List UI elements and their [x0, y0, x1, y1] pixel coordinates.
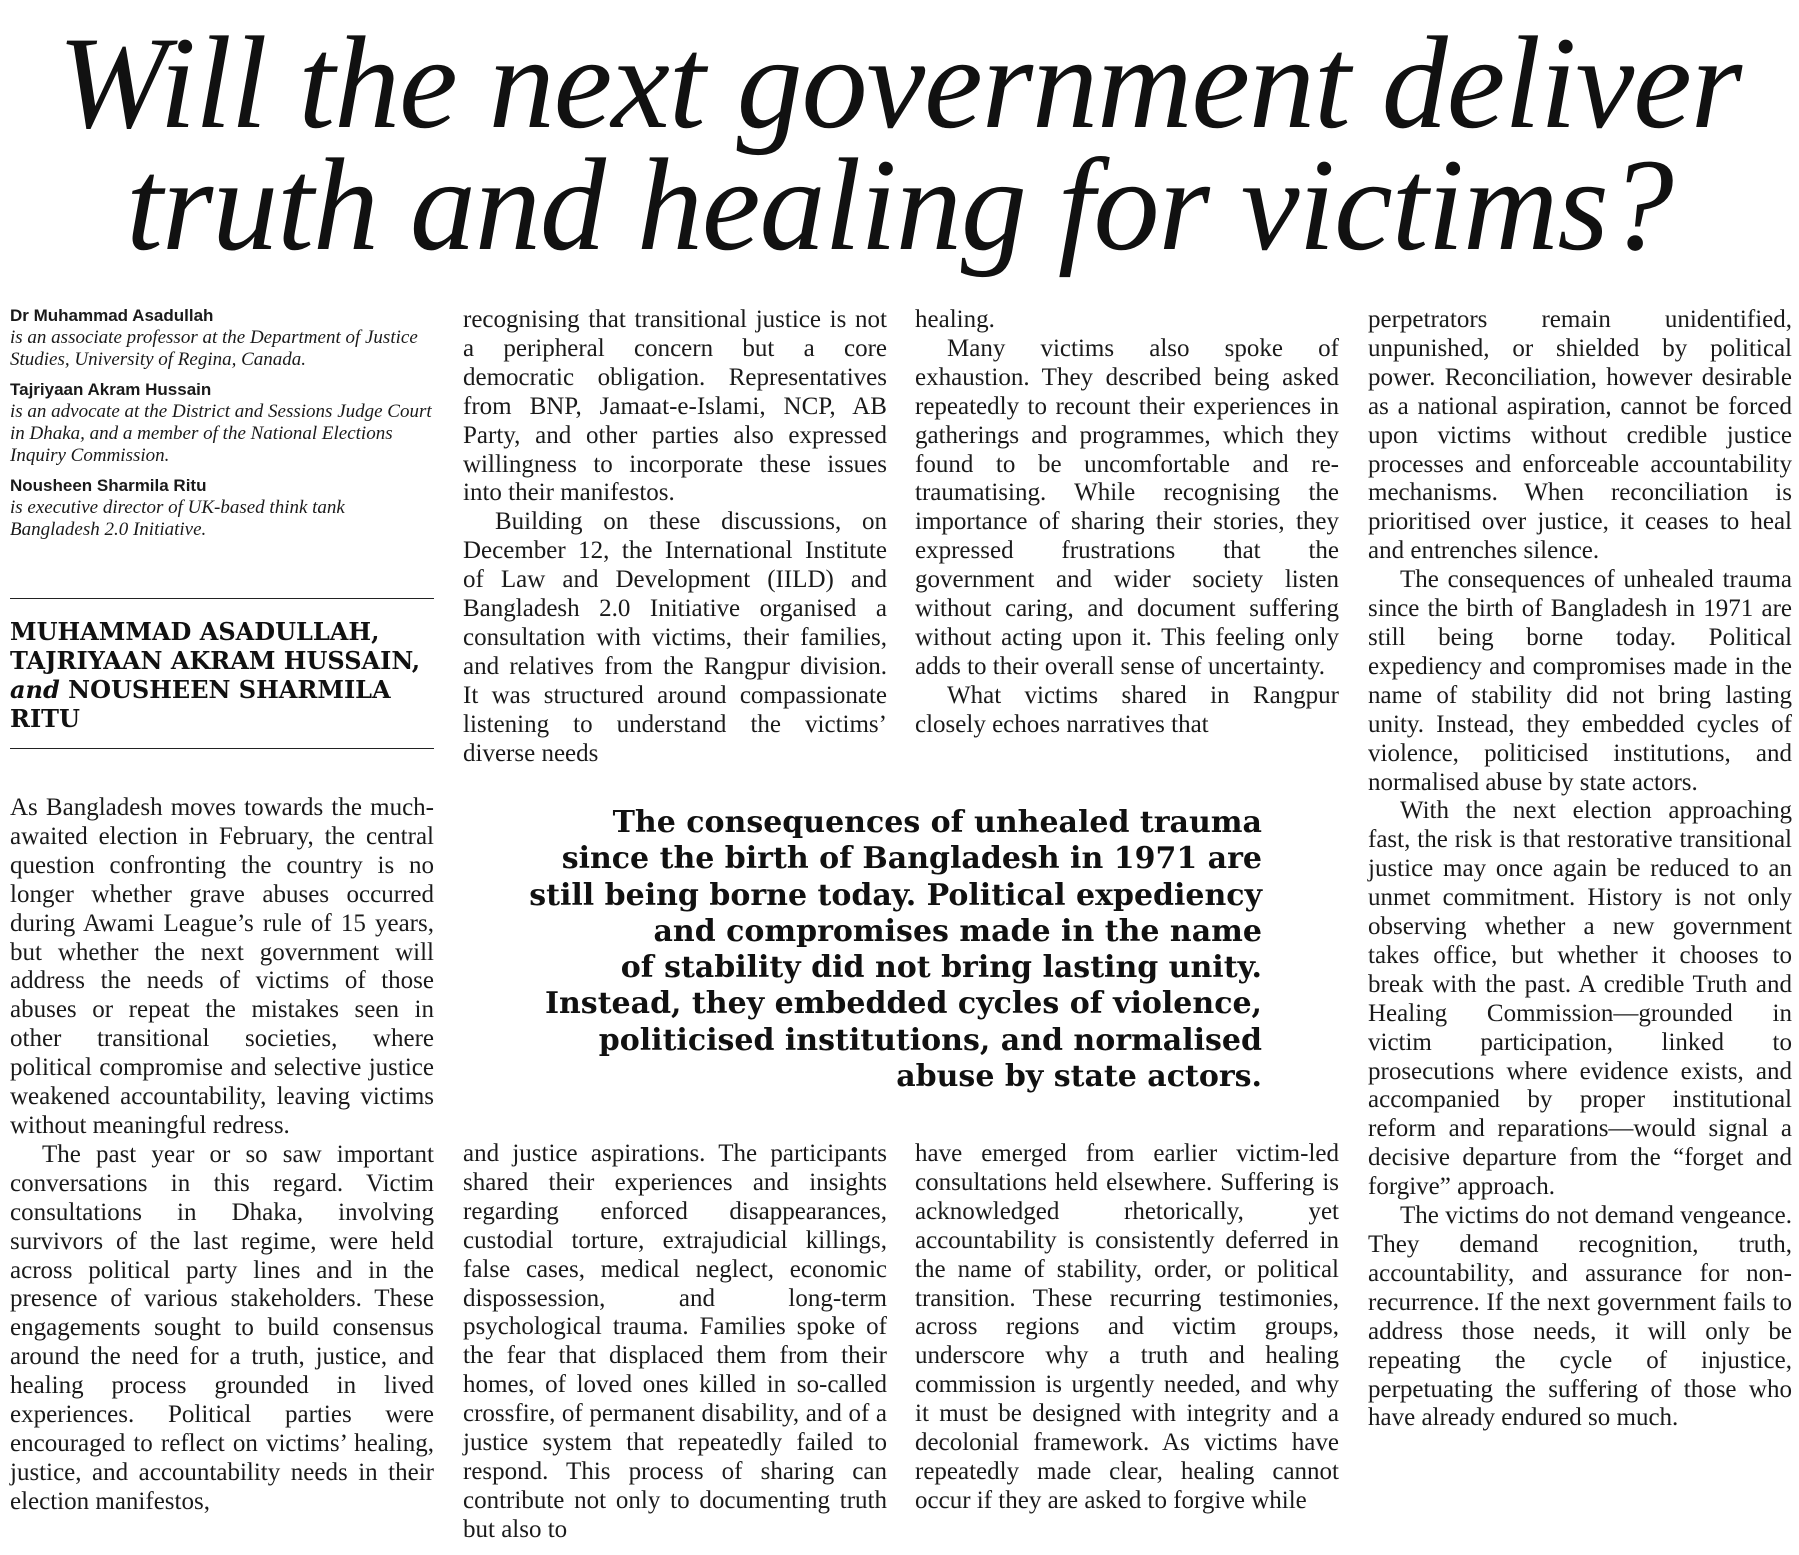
- paragraph: The victims do not demand vengeance. They demand recognition, truth, accountability, and assurance for non-recurrence. If the next government fails to address those needs, it will only be repeating the cycle of injustice, perpetuating the suffering of those who have already endured so much.: [1368, 1202, 1792, 1432]
- pull-quote-line: still being borne today. Political expediency: [529, 877, 1262, 913]
- paragraph: healing.: [915, 306, 995, 333]
- headline: [0, 9, 1799, 278]
- pull-quote-line: abuse by state actors.: [896, 1059, 1262, 1095]
- paragraph: have emerged from earlier victim-led consultations held elsewhere. Suffering is acknowledged rhetorically, yet accountability is consistently deferred in the name of stability, order, or political transition. These recurring testimonies, across regions and victim groups, underscore why a truth and healing commission is urgently needed, and why it must be designed with integrity and a decolonial framework. As victims have repeatedly made clear, healing cannot occur if they are asked to forgive while: [915, 1140, 1339, 1514]
- headline-line-1: Will the next government deliver: [57, 9, 1742, 156]
- pull-quote: [500, 805, 1262, 1095]
- paragraph: recognising that transitional justice is not a peripheral concern but a core democratic obligation. Representatives from BNP, Jamaat-e-Islami, NCP, AB Party, and other parties also expressed willingness to incorporate these issues into their manifestos.: [463, 306, 887, 507]
- author-name-2: Tajriyaan Akram Hussain: [10, 380, 212, 399]
- byline-last-name: NOUSHEEN SHARMILA RITU: [10, 675, 391, 733]
- column-3-bottom: [915, 1140, 1339, 1516]
- pull-quote-line: since the birth of Bangladesh in 1971 are: [561, 841, 1262, 877]
- column-4: [1368, 306, 1792, 1433]
- author-name-3: Nousheen Sharmila Ritu: [10, 476, 207, 495]
- paragraph: Building on these discussions, on December 12, the International Institute of Law and Development (IILD) and Bangladesh 2.0 Initiative organised a consultation with victims, their families, and relatives from the Rangpur division. It was structured around compassionate listening to understand the victims’ diverse needs: [463, 508, 887, 767]
- byline: [10, 617, 434, 733]
- paragraph: With the next election approaching fast, the risk is that restorative transitional justice may once again be reduced to an unmet commitment. History is not only observing whether a new government takes office, but whether it chooses to break with the past. A credible Truth and Healing Commission—grounded in victim participation, linked to prosecutions where evidence exists, and accompanied by proper institutional reform and reparations—would signal a decisive departure from the “forget and forgive” approach.: [1368, 797, 1792, 1201]
- pull-quote-line: and compromises made in the name: [653, 913, 1262, 949]
- pull-quote-line: of stability did not bring lasting unity.: [620, 950, 1262, 986]
- author-name-1: Dr Muhammad Asadullah: [10, 306, 214, 325]
- author-desc-1: is an associate professor at the Department of Justice Studies, University of Regina, Canada.: [10, 327, 418, 370]
- byline-bottom-rule: [10, 748, 434, 749]
- author-desc-3: is executive director of UK-based think tank Bangladesh 2.0 Initiative.: [10, 497, 345, 540]
- headline-line-2: truth and healing for victims?: [126, 131, 1673, 278]
- pull-quote-line: Instead, they embedded cycles of violence,: [544, 986, 1262, 1022]
- paragraph: The consequences of unhealed trauma since the birth of Bangladesh in 1971 are still being borne today. Political expediency and compromises made in the name of stability did not bring lasting unity. Instead, they embedded cycles of violence, politicised institutions, and normalised abuse by state actors.: [1368, 566, 1792, 796]
- column-3-top: [915, 306, 1339, 740]
- column-2-top: [463, 306, 887, 769]
- byline-and: and: [10, 675, 60, 704]
- author-bios: [10, 305, 434, 549]
- byline-names: MUHAMMAD ASADULLAH, TAJRIYAAN AKRAM HUSSAIN,: [10, 617, 421, 675]
- column-1-body: [10, 794, 434, 1517]
- paragraph: perpetrators remain unidentified, unpunished, or shielded by political power. Reconciliation, however desirable as a national aspiration, cannot be forced upon victims without credible justice processes and enforceable accountability mechanisms. When reconciliation is prioritised over justice, it ceases to heal and entrenches silence.: [1368, 306, 1792, 565]
- paragraph: and justice aspirations. The participants shared their experiences and insights regarding enforced disappearances, custodial torture, extrajudicial killings, false cases, medical neglect, economic dispossession, and long-term psychological trauma. Families spoke of the fear that displaced them from their homes, of loved ones killed in so-called crossfire, of permanent disability, and of a justice system that repeatedly failed to respond. This process of sharing can contribute not only to documenting truth but also to: [463, 1140, 887, 1543]
- paragraph: The past year or so saw important conversations in this regard. Victim consultations in Dhaka, involving survivors of the last regime, were held across political party lines and in the presence of various stakeholders. These engagements sought to build consensus around the need for a truth, justice, and healing process grounded in lived experiences. Political parties were encouraged to reflect on victims’ healing, justice, and accountability needs in their election manifestos,: [10, 1140, 434, 1515]
- paragraph: Many victims also spoke of exhaustion. They described being asked repeatedly to recount their experiences in gatherings and programmes, which they found to be uncomfortable and re-traumatising. While recognising the importance of sharing their stories, they expressed frustrations that the government and wider society listen without caring, and document suffering without acting upon it. This feeling only adds to their overall sense of uncertainty.: [915, 334, 1339, 680]
- paragraph: What victims shared in Rangpur closely echoes narratives that: [915, 681, 1339, 738]
- pull-quote-line: The consequences of unhealed trauma: [612, 805, 1262, 840]
- column-2-bottom: [463, 1140, 887, 1545]
- byline-top-rule: [10, 598, 434, 599]
- author-desc-2: is an advocate at the District and Sessions Judge Court in Dhaka, and a member of the National Elections Inquiry Commission.: [10, 401, 432, 466]
- paragraph: As Bangladesh moves towards the much-awaited election in February, the central question confronting the country is no longer whether grave abuses occurred during Awami League’s rule of 15 years, but whether the next government will address the needs of victims of those abuses or repeat the mistakes seen in other transitional societies, where political compromise and selective justice weakened accountability, leaving victims without meaningful redress.: [10, 794, 434, 1139]
- pull-quote-line: politicised institutions, and normalised: [598, 1022, 1262, 1058]
